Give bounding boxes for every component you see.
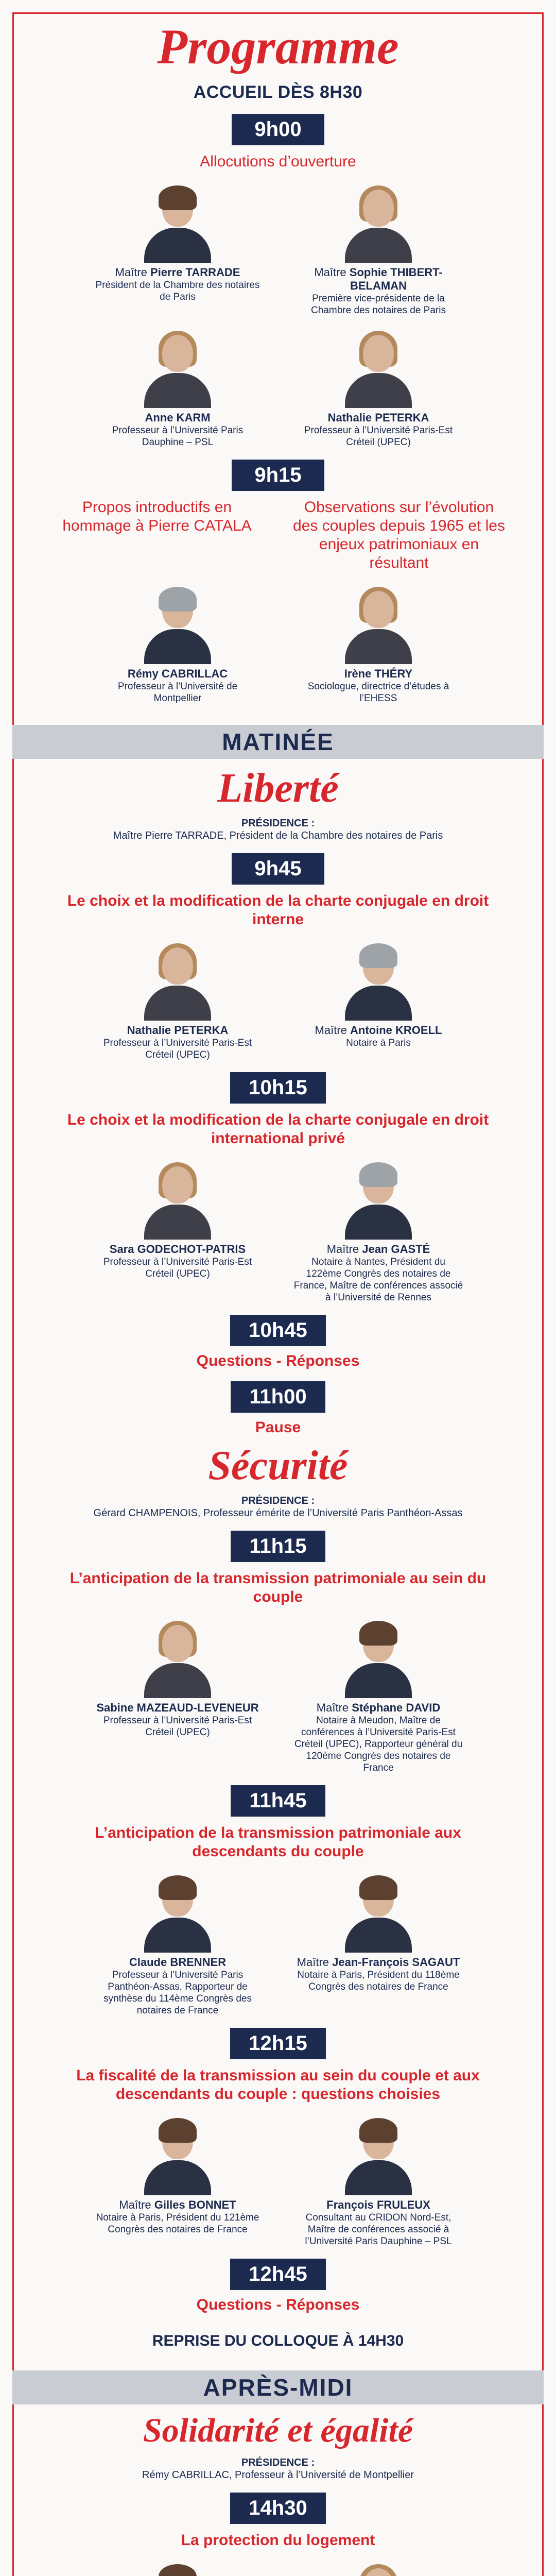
speaker-photo [139, 1870, 216, 1953]
speaker-desc: Professeur à l’Université Paris-Est Créteil (UPEC) [103, 1257, 252, 1279]
questions-reponses: Questions - Réponses [196, 1352, 360, 1369]
section-matinee: MATINÉE [12, 725, 544, 759]
presidence-text: Rémy CABRILLAC, Professeur à l’Université de Montpellier [142, 2469, 414, 2481]
topic-hommage: Propos introductifs en hommage à Pierre CATALA [62, 499, 252, 534]
section-title-securite: Sécurité [208, 1443, 348, 1488]
topic-11h15: L’anticipation de la transmission patrimoniale au sein du couple [70, 1570, 486, 1605]
speakers-10h15 [31, 1157, 525, 1303]
speaker-card [93, 1157, 263, 1303]
speaker-name: Rémy CABRILLAC [127, 667, 228, 680]
speakers-12h15 [31, 2113, 525, 2247]
speaker-photo [340, 1157, 417, 1240]
speaker-name: Sara GODECHOT-PATRIS [109, 1243, 246, 1256]
speaker-photo [139, 582, 216, 664]
speaker-card [293, 1616, 463, 1774]
topic-9h45: Le choix et la modification de la charte conjugale en droit interne [67, 892, 489, 928]
speaker-photo [139, 1616, 216, 1698]
speaker-card [293, 2559, 463, 2576]
speaker-desc: Sociologue, directrice d’études à l’EHESS [307, 681, 449, 704]
speaker-desc: Président de la Chambre des notaires de Paris [95, 280, 260, 302]
section-apres-midi: APRÈS-MIDI [12, 2370, 544, 2404]
questions-reponses: Questions - Réponses [196, 2296, 360, 2313]
speaker-name: Maître Sophie THIBERT-BELAMAN [314, 266, 443, 292]
speaker-desc: Notaire à Meudon, Maître de conférences à l’Université Paris-Est Créteil (UPEC), Rapporteur général du 120ème Congrès des notaires de France [294, 1715, 463, 1773]
time-slot-14h30: 14h30 [230, 2493, 325, 2524]
speakers-opening-2 [31, 326, 525, 448]
speaker-name: Anne KARM [145, 411, 211, 424]
speaker-photo [340, 2559, 417, 2576]
presidence-label: PRÉSIDENCE : [241, 2457, 315, 2468]
speaker-card [93, 1616, 263, 1774]
speaker-name: François FRULEUX [326, 2198, 430, 2211]
speakers-14h30 [31, 2559, 525, 2576]
time-slot-10h45: 10h45 [230, 1315, 325, 1346]
time-slot-11h45: 11h45 [231, 1785, 325, 1817]
time-slot-9h00: 9h00 [232, 114, 324, 145]
speaker-photo [139, 180, 216, 263]
speaker-photo [139, 1157, 216, 1240]
topic-11h45: L’anticipation de la transmission patrimoniale aux descendants du couple [95, 1824, 461, 1860]
section-title-solidarite-egalite: Solidarité et égalité [143, 2412, 413, 2449]
time-slot-9h45: 9h45 [232, 853, 324, 885]
speaker-card [293, 326, 463, 448]
speaker-desc: Notaire à Paris, Président du 118ème Congrès des notaires de France [297, 1970, 460, 1992]
topic-14h30: La protection du logement [181, 2532, 375, 2549]
speaker-photo [340, 582, 417, 664]
speaker-photo [340, 938, 417, 1021]
speakers-opening-1 [31, 180, 525, 316]
pause-label: Pause [255, 1419, 301, 1436]
speaker-name: Maître Jean GASTÉ [326, 1243, 430, 1256]
speaker-card [293, 582, 463, 704]
speaker-card [93, 326, 263, 448]
topics-9h15 [31, 498, 525, 572]
accueil-time: ACCUEIL DÈS 8H30 [193, 82, 363, 102]
speaker-desc: Professeur à l’Université Paris-Est Créteil (UPEC) [304, 425, 453, 448]
programme-content [31, 14, 525, 2576]
speaker-photo [139, 326, 216, 408]
time-slot-11h15: 11h15 [231, 1531, 325, 1562]
speaker-card [293, 180, 463, 316]
speaker-card [293, 1870, 463, 2016]
speaker-photo [340, 180, 417, 263]
presidence-text: Gérard CHAMPENOIS, Professeur émérite de l’Université Paris Panthéon-Assas [93, 1507, 463, 1519]
speakers-11h15 [31, 1616, 525, 1774]
speaker-desc: Notaire à Paris [346, 1038, 411, 1048]
presidence-label: PRÉSIDENCE : [241, 1495, 315, 1506]
speaker-name: Nathalie PETERKA [127, 1024, 229, 1037]
speakers-9h15 [31, 582, 525, 704]
speaker-photo [340, 1616, 417, 1698]
speaker-name: Irène THÉRY [344, 667, 413, 680]
speaker-name: Maître Antoine KROELL [315, 1024, 442, 1037]
speaker-photo [139, 938, 216, 1021]
speaker-photo [340, 2113, 417, 2195]
topic-12h15: La fiscalité de la transmission au sein du couple et aux descendants du couple : questions choisies [76, 2067, 480, 2103]
speaker-desc: Notaire à Paris, Président du 121ème Congrès des notaires de France [96, 2212, 259, 2235]
time-slot-12h45: 12h45 [230, 2259, 325, 2290]
speaker-name: Nathalie PETERKA [327, 411, 429, 424]
speaker-photo [139, 2113, 216, 2195]
time-slot-10h15: 10h15 [230, 1072, 325, 1104]
presidence-text: Maître Pierre TARRADE, Président de la Chambre des notaires de Paris [113, 830, 443, 841]
speaker-name: Maître Pierre TARRADE [115, 266, 240, 279]
page-title: Programme [157, 19, 399, 74]
speakers-9h45 [31, 938, 525, 1061]
speaker-card [93, 582, 263, 704]
speaker-name: Sabine MAZEAUD-LEVENEUR [96, 1701, 259, 1714]
speaker-card [293, 1157, 463, 1303]
speaker-card [93, 2113, 263, 2247]
speaker-name: Claude BRENNER [129, 1956, 227, 1969]
topic-10h15: Le choix et la modification de la charte conjugale en droit international privé [67, 1111, 489, 1147]
time-slot-11h00: 11h00 [231, 1381, 325, 1413]
speaker-name: Maître Gilles BONNET [119, 2198, 236, 2211]
reprise-colloque: REPRISE DU COLLOQUE À 14H30 [152, 2332, 404, 2349]
time-slot-12h15: 12h15 [230, 2028, 325, 2059]
speaker-card [93, 938, 263, 1061]
speaker-card [293, 2113, 463, 2247]
speaker-desc: Professeur à l’Université de Montpellier [117, 681, 238, 704]
speaker-desc: Professeur à l’Université Paris-Est Créteil (UPEC) [103, 1715, 252, 1738]
speaker-desc: Notaire à Nantes, Président du 122ème Congrès des notaires de France, Maître de conférences associé à l’Université de Rennes [293, 1257, 463, 1303]
speaker-card [93, 2559, 263, 2576]
speaker-desc: Professeur à l’Université Paris Dauphine – PSL [112, 425, 244, 448]
section-title-liberte: Liberté [217, 766, 339, 811]
topic-opening: Allocutions d’ouverture [200, 153, 356, 170]
speaker-desc: Professeur à l’Université Paris-Est Créteil (UPEC) [103, 1038, 252, 1060]
speaker-card [93, 180, 263, 316]
speaker-desc: Première vice-présidente de la Chambre des notaires de Paris [311, 293, 446, 316]
speaker-photo [340, 1870, 417, 1953]
speaker-card [93, 1870, 263, 2016]
speaker-desc: Consultant au CRIDON Nord-Est, Maître de conférences associé à l’Université Paris Dauphine – PSL [305, 2212, 452, 2247]
speakers-11h45 [31, 1870, 525, 2016]
time-slot-9h15: 9h15 [232, 460, 324, 491]
speaker-name: Maître Jean-François SAGAUT [297, 1956, 460, 1969]
speaker-card [293, 938, 463, 1061]
speaker-name: Maître Stéphane DAVID [316, 1701, 441, 1714]
topic-observations: Observations sur l’évolution des couples depuis 1965 et les enjeux patrimoniaux en résultant [293, 499, 505, 571]
speaker-photo [139, 2559, 216, 2576]
speaker-photo [340, 326, 417, 408]
speaker-desc: Professeur à l’Université Paris Panthéon-Assas, Rapporteur de synthèse du 114ème Congrès des notaires de France [103, 1970, 252, 2016]
presidence-label: PRÉSIDENCE : [241, 818, 315, 829]
